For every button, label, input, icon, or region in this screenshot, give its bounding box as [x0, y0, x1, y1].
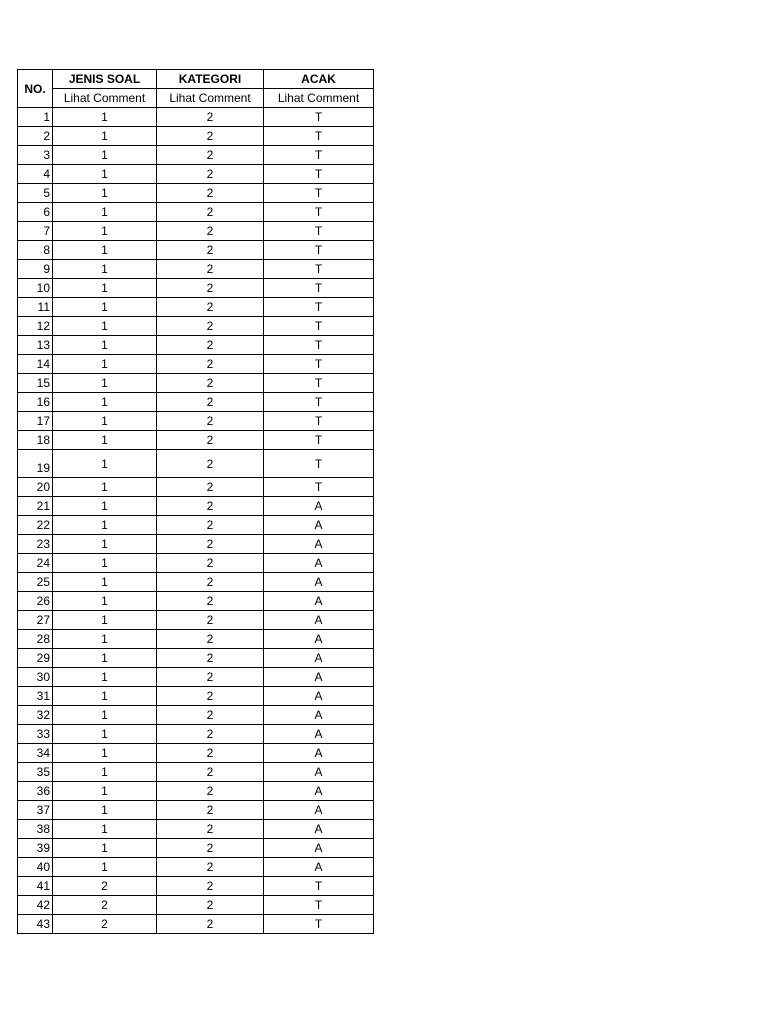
acak-cell: A	[264, 630, 374, 649]
jenis-soal-cell: 1	[53, 184, 157, 203]
acak-cell: A	[264, 611, 374, 630]
acak-cell: T	[264, 279, 374, 298]
table-row	[18, 184, 374, 203]
kategori-cell: 2	[157, 127, 264, 146]
table-row	[18, 725, 374, 744]
row-number-cell: 9	[18, 260, 53, 279]
jenis-soal-cell: 1	[53, 573, 157, 592]
acak-cell: T	[264, 877, 374, 896]
jenis-soal-cell: 1	[53, 336, 157, 355]
jenis-soal-cell: 1	[53, 317, 157, 336]
jenis-soal-cell: 1	[53, 279, 157, 298]
table-row	[18, 782, 374, 801]
kategori-cell: 2	[157, 516, 264, 535]
row-number-cell: 23	[18, 535, 53, 554]
row-number-cell: 38	[18, 820, 53, 839]
table-row	[18, 763, 374, 782]
acak-cell: T	[264, 355, 374, 374]
kategori-cell: 2	[157, 839, 264, 858]
table-row	[18, 611, 374, 630]
jenis-soal-cell: 2	[53, 877, 157, 896]
table-header	[18, 70, 374, 108]
jenis-soal-cell: 1	[53, 412, 157, 431]
kategori-cell: 2	[157, 108, 264, 127]
row-number-cell: 37	[18, 801, 53, 820]
acak-cell: A	[264, 554, 374, 573]
table-row	[18, 412, 374, 431]
subheader-jenis-soal: Lihat Comment	[53, 89, 157, 108]
acak-cell: A	[264, 744, 374, 763]
row-number-cell: 4	[18, 165, 53, 184]
table-row	[18, 858, 374, 877]
jenis-soal-cell: 1	[53, 165, 157, 184]
kategori-cell: 2	[157, 279, 264, 298]
acak-cell: T	[264, 915, 374, 934]
row-number-cell: 43	[18, 915, 53, 934]
row-number-cell: 32	[18, 706, 53, 725]
kategori-cell: 2	[157, 535, 264, 554]
acak-cell: T	[264, 203, 374, 222]
table-row	[18, 801, 374, 820]
acak-cell: T	[264, 393, 374, 412]
table-row	[18, 820, 374, 839]
table-row	[18, 497, 374, 516]
table-row	[18, 915, 374, 934]
table-row	[18, 222, 374, 241]
jenis-soal-cell: 1	[53, 592, 157, 611]
jenis-soal-cell: 1	[53, 839, 157, 858]
kategori-cell: 2	[157, 431, 264, 450]
row-number-cell: 41	[18, 877, 53, 896]
jenis-soal-cell: 1	[53, 374, 157, 393]
kategori-cell: 2	[157, 184, 264, 203]
kategori-cell: 2	[157, 858, 264, 877]
acak-cell: T	[264, 146, 374, 165]
table-row	[18, 336, 374, 355]
table-row	[18, 241, 374, 260]
row-number-cell: 27	[18, 611, 53, 630]
table-row	[18, 478, 374, 497]
jenis-soal-cell: 2	[53, 896, 157, 915]
row-number-cell: 14	[18, 355, 53, 374]
jenis-soal-cell: 1	[53, 706, 157, 725]
row-number-cell: 10	[18, 279, 53, 298]
subheader-kategori: Lihat Comment	[157, 89, 264, 108]
acak-cell: A	[264, 858, 374, 877]
acak-cell: A	[264, 839, 374, 858]
kategori-cell: 2	[157, 336, 264, 355]
jenis-soal-cell: 1	[53, 554, 157, 573]
jenis-soal-cell: 1	[53, 649, 157, 668]
row-number-cell: 12	[18, 317, 53, 336]
kategori-cell: 2	[157, 241, 264, 260]
table-row	[18, 706, 374, 725]
row-number-cell: 22	[18, 516, 53, 535]
table-row	[18, 630, 374, 649]
kategori-cell: 2	[157, 706, 264, 725]
jenis-soal-cell: 1	[53, 146, 157, 165]
jenis-soal-cell: 1	[53, 497, 157, 516]
acak-cell: T	[264, 165, 374, 184]
kategori-cell: 2	[157, 317, 264, 336]
acak-cell: T	[264, 412, 374, 431]
kategori-cell: 2	[157, 801, 264, 820]
table-row	[18, 298, 374, 317]
acak-cell: A	[264, 725, 374, 744]
jenis-soal-cell: 1	[53, 203, 157, 222]
table-row	[18, 165, 374, 184]
table-row	[18, 573, 374, 592]
acak-cell: A	[264, 516, 374, 535]
row-number-cell: 15	[18, 374, 53, 393]
acak-cell: T	[264, 336, 374, 355]
data-table	[17, 69, 374, 934]
table-row	[18, 127, 374, 146]
jenis-soal-cell: 1	[53, 611, 157, 630]
row-number-cell: 2	[18, 127, 53, 146]
acak-cell: T	[264, 431, 374, 450]
row-number-cell: 31	[18, 687, 53, 706]
acak-cell: T	[264, 450, 374, 478]
jenis-soal-cell: 1	[53, 450, 157, 478]
jenis-soal-cell: 1	[53, 763, 157, 782]
table-row	[18, 896, 374, 915]
jenis-soal-cell: 1	[53, 516, 157, 535]
row-number-cell: 26	[18, 592, 53, 611]
row-number-cell: 1	[18, 108, 53, 127]
header-kategori: KATEGORI	[157, 70, 264, 89]
header-row	[18, 70, 374, 89]
table-row	[18, 450, 374, 478]
jenis-soal-cell: 1	[53, 298, 157, 317]
row-number-cell: 42	[18, 896, 53, 915]
table-row	[18, 839, 374, 858]
header-no: NO.	[18, 70, 53, 108]
row-number-cell: 21	[18, 497, 53, 516]
kategori-cell: 2	[157, 203, 264, 222]
jenis-soal-cell: 1	[53, 668, 157, 687]
jenis-soal-cell: 1	[53, 782, 157, 801]
jenis-soal-cell: 1	[53, 355, 157, 374]
acak-cell: T	[264, 241, 374, 260]
row-number-cell: 3	[18, 146, 53, 165]
table-row	[18, 535, 374, 554]
row-number-cell: 5	[18, 184, 53, 203]
acak-cell: A	[264, 706, 374, 725]
acak-cell: A	[264, 763, 374, 782]
acak-cell: T	[264, 184, 374, 203]
kategori-cell: 2	[157, 554, 264, 573]
row-number-cell: 34	[18, 744, 53, 763]
kategori-cell: 2	[157, 222, 264, 241]
kategori-cell: 2	[157, 355, 264, 374]
table-row	[18, 374, 374, 393]
row-number-cell: 30	[18, 668, 53, 687]
row-number-cell: 35	[18, 763, 53, 782]
acak-cell: T	[264, 222, 374, 241]
subheader-row	[18, 89, 374, 108]
jenis-soal-cell: 1	[53, 393, 157, 412]
header-acak: ACAK	[264, 70, 374, 89]
table-row	[18, 687, 374, 706]
row-number-cell: 33	[18, 725, 53, 744]
jenis-soal-cell: 1	[53, 222, 157, 241]
subheader-acak: Lihat Comment	[264, 89, 374, 108]
table-body	[18, 108, 374, 934]
acak-cell: A	[264, 535, 374, 554]
kategori-cell: 2	[157, 611, 264, 630]
row-number-cell: 6	[18, 203, 53, 222]
acak-cell: T	[264, 108, 374, 127]
table-row	[18, 431, 374, 450]
table-row	[18, 554, 374, 573]
acak-cell: A	[264, 497, 374, 516]
kategori-cell: 2	[157, 450, 264, 478]
acak-cell: T	[264, 260, 374, 279]
table-row	[18, 317, 374, 336]
row-number-cell: 8	[18, 241, 53, 260]
table-row	[18, 592, 374, 611]
header-jenis-soal: JENIS SOAL	[53, 70, 157, 89]
table-row	[18, 203, 374, 222]
jenis-soal-cell: 1	[53, 478, 157, 497]
table-row	[18, 744, 374, 763]
row-number-cell: 29	[18, 649, 53, 668]
table-row	[18, 516, 374, 535]
kategori-cell: 2	[157, 573, 264, 592]
kategori-cell: 2	[157, 668, 264, 687]
kategori-cell: 2	[157, 497, 264, 516]
table-row	[18, 146, 374, 165]
jenis-soal-cell: 1	[53, 241, 157, 260]
table-row	[18, 877, 374, 896]
kategori-cell: 2	[157, 412, 264, 431]
acak-cell: T	[264, 896, 374, 915]
row-number-cell: 19	[18, 450, 53, 478]
kategori-cell: 2	[157, 896, 264, 915]
jenis-soal-cell: 1	[53, 687, 157, 706]
jenis-soal-cell: 1	[53, 820, 157, 839]
jenis-soal-cell: 1	[53, 744, 157, 763]
jenis-soal-cell: 1	[53, 108, 157, 127]
row-number-cell: 20	[18, 478, 53, 497]
kategori-cell: 2	[157, 478, 264, 497]
acak-cell: T	[264, 374, 374, 393]
kategori-cell: 2	[157, 782, 264, 801]
table-row	[18, 260, 374, 279]
kategori-cell: 2	[157, 763, 264, 782]
kategori-cell: 2	[157, 630, 264, 649]
kategori-cell: 2	[157, 744, 264, 763]
kategori-cell: 2	[157, 592, 264, 611]
jenis-soal-cell: 1	[53, 127, 157, 146]
row-number-cell: 7	[18, 222, 53, 241]
row-number-cell: 11	[18, 298, 53, 317]
row-number-cell: 40	[18, 858, 53, 877]
jenis-soal-cell: 2	[53, 915, 157, 934]
jenis-soal-cell: 1	[53, 535, 157, 554]
kategori-cell: 2	[157, 393, 264, 412]
table-row	[18, 355, 374, 374]
acak-cell: A	[264, 687, 374, 706]
acak-cell: T	[264, 478, 374, 497]
table-row	[18, 393, 374, 412]
acak-cell: A	[264, 649, 374, 668]
kategori-cell: 2	[157, 725, 264, 744]
acak-cell: T	[264, 127, 374, 146]
kategori-cell: 2	[157, 820, 264, 839]
row-number-cell: 24	[18, 554, 53, 573]
table-row	[18, 279, 374, 298]
kategori-cell: 2	[157, 649, 264, 668]
acak-cell: A	[264, 573, 374, 592]
acak-cell: A	[264, 668, 374, 687]
row-number-cell: 25	[18, 573, 53, 592]
row-number-cell: 13	[18, 336, 53, 355]
kategori-cell: 2	[157, 374, 264, 393]
row-number-cell: 18	[18, 431, 53, 450]
row-number-cell: 17	[18, 412, 53, 431]
row-number-cell: 16	[18, 393, 53, 412]
table-row	[18, 649, 374, 668]
table-row	[18, 108, 374, 127]
kategori-cell: 2	[157, 687, 264, 706]
kategori-cell: 2	[157, 146, 264, 165]
jenis-soal-cell: 1	[53, 260, 157, 279]
row-number-cell: 39	[18, 839, 53, 858]
kategori-cell: 2	[157, 165, 264, 184]
acak-cell: A	[264, 782, 374, 801]
kategori-cell: 2	[157, 260, 264, 279]
acak-cell: T	[264, 317, 374, 336]
kategori-cell: 2	[157, 298, 264, 317]
jenis-soal-cell: 1	[53, 801, 157, 820]
kategori-cell: 2	[157, 915, 264, 934]
jenis-soal-cell: 1	[53, 630, 157, 649]
jenis-soal-cell: 1	[53, 858, 157, 877]
table-row	[18, 668, 374, 687]
row-number-cell: 36	[18, 782, 53, 801]
acak-cell: A	[264, 820, 374, 839]
acak-cell: A	[264, 801, 374, 820]
acak-cell: A	[264, 592, 374, 611]
row-number-cell: 28	[18, 630, 53, 649]
jenis-soal-cell: 1	[53, 431, 157, 450]
acak-cell: T	[264, 298, 374, 317]
kategori-cell: 2	[157, 877, 264, 896]
jenis-soal-cell: 1	[53, 725, 157, 744]
